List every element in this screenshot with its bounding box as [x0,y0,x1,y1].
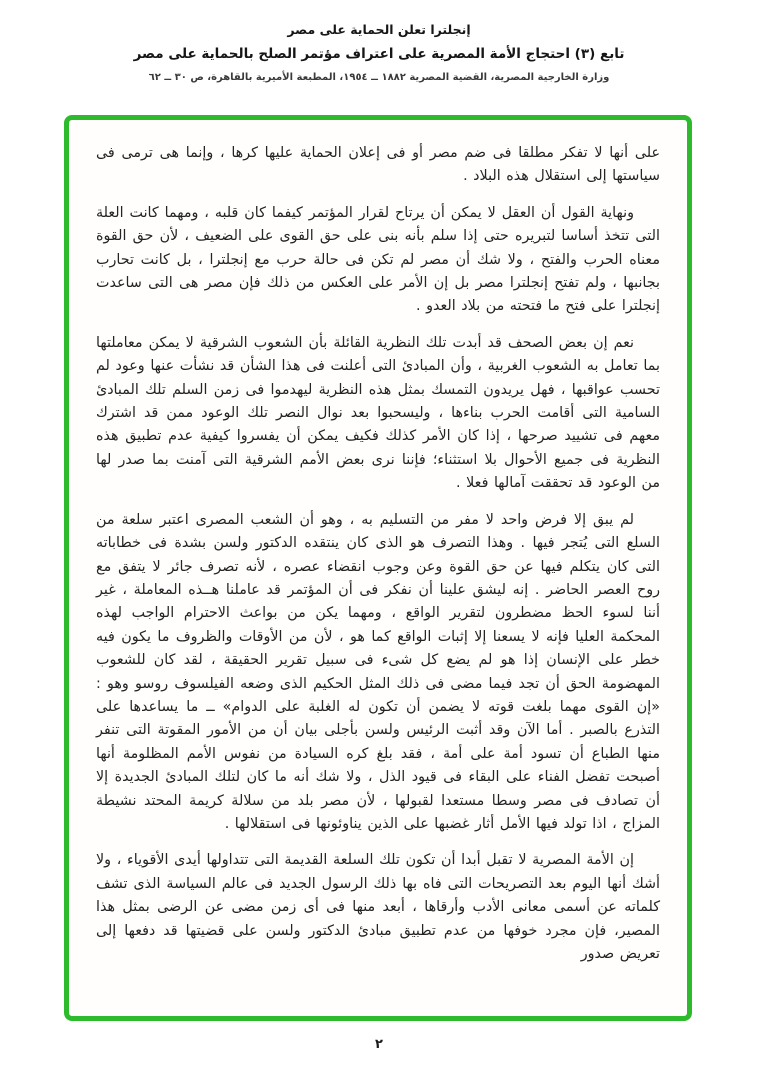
page-number: ٢ [375,1037,383,1052]
document-title: إنجلترا تعلن الحماية على مصر [287,22,471,37]
body-paragraph-2: ونهاية القول أن العقل لا يمكن أن يرتاح لقرار المؤتمر كيفما كان قلبه ، ومهما كانت العلة التى تتخذ أساسا لتبريره حتى إذا سلم بأنه بنى على حق القوى على الضعيف ، لأن حق القوة معناه الحرب والفتح ، ولا شك أن مصر لم تكن فى حالة حرب مع إنجلترا ، بل كانت تحارب بجانبها ، ولم تفتح إنجلترا مصر بل إن الأمر على العكس من ذلك فإن مصر هى التى ساعدت إنجلترا على فتح ما فتحته من بلاد العدو . [96,204,660,315]
bordered-text-box [64,115,692,1021]
body-paragraph-4: لم يبق إلا فرض واحد لا مفر من التسليم به ، وهو أن الشعب المصرى اعتبر سلعة من السلع التى يُتجر فيها . وهذا التصرف هو الذى كان ينتقده الدكتور ولسن بشدة فى خطاباته التى كان يتكلم فيها عن حق القوة وعن وجوب انقضاء عصره ، لأنه تصرف جائر لا يتفق مع روح العصر الحاضر . إنه ليشق علينا أن نفكر فى أن المؤتمر قد عاملنا هــذه المعاملة ، غير أننا لسوء الحظ مضطرون لتقرير الواقع ، ومهما يكن من بواعث الاحترام الواجب لهذه المحكمة العليا فإنه لا يسعنا إلا إثبات الواقع كما هو ، لأن من الأوقات والظروف ما يكون فيه خطر على الإنسان إذا هو لم يضع كل شىء فى سبيل تقرير الحقيقة ، لقد كان للشعوب المهضومة الحق أن تجد فيما مضى فى ذلك المثل الحكيم الذى وضعه الفيلسوف روسو وهو : «إن القوى مهما بلغت قوته لا يضمن أن تكون له الغلبة على الدوام» ــ ما يساعدها على التذرع بالصبر . أما الآن وقد أثبت الرئيس ولسن بأجلى بيان أن من الأمور المقوتة التى تنفر منها الطباع أن تسود أمة على أمة ، فقد بلغ كره السيادة من نفوس الأمم المظلومة أنها أصبحت تفضل الفناء على البقاء فى قيود الذل ، ولا شك أنه ما كان لتلك المبادئ الجديدة إلا أن تصادف فى مصر وسطا مستعدا لقبولها ، لأن مصر بلد من سلالة كريمة المحتد نشيطة المزاج ، اذا تولد فيها الأمل أثار غضبها على الذين يناوئونها فى استقلالها . [96,511,660,832]
body-paragraph-3: نعم إن بعض الصحف قد أبدت تلك النظرية القائلة بأن الشعوب الشرقية لا يمكن معاملتها بما تعامل به الشعوب الغربية ، وأن المبادئ التى أعلنت فى هذا الشأن قد نشأت عنها وعود لم تحسب عواقبها ، فهل يريدون التمسك بمثل هذه النظرية ليهدموا فى زمن السلم تلك المبادئ السامية التى أقامت الحرب بناءها ، وليسحبوا بعد نوال النصر تلك الوعود ممن قد اشترك معهم فى تشييد صرحها ، إذا كان الأمر كذلك فكيف يمكن أن يفسروا كيفية عدم تطبيق هذه النظرية فى جميع الأحوال بلا استثناء؛ فإننا نرى بعض الأمم الشرقية التى آمنت بما صدر لها من الوعود قد تحققت آمالها فعلا . [96,334,660,492]
document-header [0,22,758,83]
body-paragraph-5: إن الأمة المصرية لا تقبل أبدا أن تكون تلك السلعة القديمة التى تتداولها أيدى الأقوياء ، ولا أشك أنها اليوم بعد التصريحات التى فاه بها ذلك الرسول الجديد فى عالم السياسة الذى تشف كلماته عن أسمى معانى الأدب وأرقاها ، أبعد منها فى أى زمن مضى عن الرضى بمثل هذا المصير، فإن مجرد خوفها من عدم تطبيق مبادئ الدكتور ولسن على قضيتها قد دفعها إلى تعريض صدور [96,852,660,962]
document-subtitle: تابع (٣) احتجاج الأمة المصرية على اعتراف مؤتمر الصلح بالحماية على مصر [133,46,625,62]
body-paragraph-1: على أنها لا تفكر مطلقا فى ضم مصر أو فى إعلان الحماية عليها كرها ، وإنما هى ترمى فى سياستها إلى استقلال هذه البلاد . [96,145,660,185]
document-source-citation: وزارة الخارجية المصرية، القضية المصرية ١٨٨٢ ــ ١٩٥٤، المطبعة الأميرية بالقاهرة، ص ٣٠ ــ ٦٢ [148,72,610,83]
